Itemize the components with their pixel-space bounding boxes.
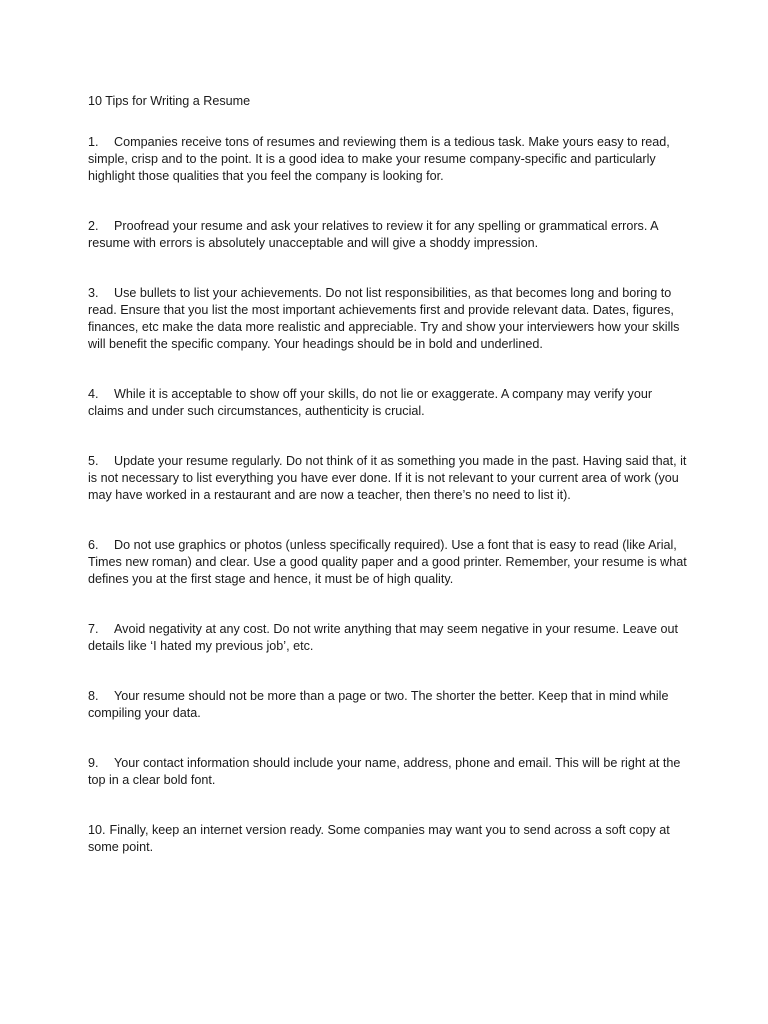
tip-item [88,453,688,504]
tip-number: 9. [88,756,99,770]
tip-number: 3. [88,286,99,300]
tip-item [88,134,688,185]
tip-number: 5. [88,454,99,468]
tip-item [88,822,688,856]
tip-item [88,621,688,655]
tip-text: Do not use graphics or photos (unless specifically required). Use a font that is easy to read (like Arial, Times new roman) and clear. Use a good quality paper and a good printer. Remember, your resume is what defines you at the first stage and hence, it must be of high quality. [88,538,687,586]
tip-text: While it is acceptable to show off your skills, do not lie or exaggerate. A company may verify your claims and under such circumstances, authenticity is crucial. [88,387,653,418]
tip-number: 4. [88,387,99,401]
tip-number: 7. [88,622,99,636]
document-page [88,93,688,889]
tip-item [88,688,688,722]
tips-list [88,134,688,856]
tip-item [88,285,688,353]
tip-number: 1. [88,135,99,149]
tip-text: Use bullets to list your achievements. Do not list responsibilities, as that becomes long and boring to read. Ensure that you list the most important achievements first and provide relevant data. Dates, figures, finances, etc make the data more realistic and appreciable. Try and show your interviewers how your skills will benefit the specific company. Your headings should be in bold and underlined. [88,286,680,351]
tip-text: Finally, keep an internet version ready. Some companies may want you to send across a soft copy at some point. [88,823,670,854]
document-title: 10 Tips for Writing a Resume [88,94,251,108]
tip-text: Your contact information should include your name, address, phone and email. This will be right at the top in a clear bold font. [88,756,681,787]
tip-text: Proofread your resume and ask your relatives to review it for any spelling or grammatical errors. A resume with errors is absolutely unacceptable and will give a shoddy impression. [88,219,658,250]
tip-number: 10. [88,823,106,837]
tip-item [88,755,688,789]
tip-number: 2. [88,219,99,233]
tip-number: 8. [88,689,99,703]
tip-number: 6. [88,538,99,552]
tip-text: Your resume should not be more than a page or two. The shorter the better. Keep that in mind while compiling your data. [88,689,669,720]
tip-text: Update your resume regularly. Do not think of it as something you made in the past. Having said that, it is not necessary to list everything you have ever done. If it is not relevant to your current area of work (you may have worked in a restaurant and are now a teacher, then there’s no need to list it). [88,454,687,502]
tip-item [88,386,688,420]
tip-item [88,537,688,588]
tip-text: Avoid negativity at any cost. Do not write anything that may seem negative in your resume. Leave out details like ‘I hated my previous job’, etc. [88,622,678,653]
tip-text: Companies receive tons of resumes and reviewing them is a tedious task. Make yours easy to read, simple, crisp and to the point. It is a good idea to make your resume company-specific and particularly highlight those qualities that you feel the company is looking for. [88,135,670,183]
tip-item [88,218,688,252]
